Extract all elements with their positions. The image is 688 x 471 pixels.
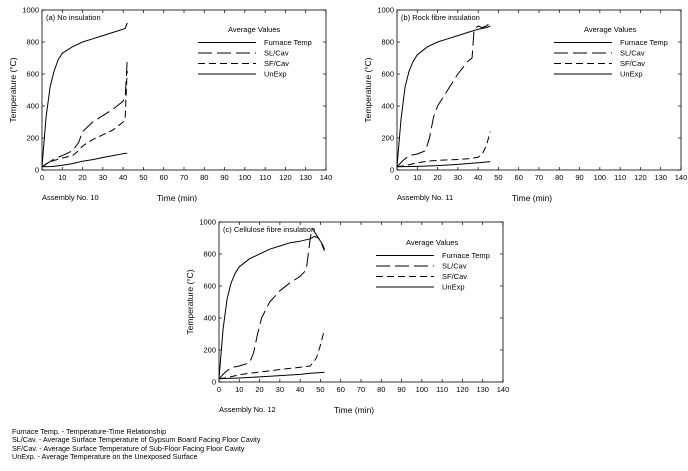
x-tick-label: 0 (394, 173, 400, 182)
panel-label: (a) No insulation (46, 13, 101, 22)
x-tick-label: 130 (476, 385, 489, 394)
note-line: Furnace Temp. - Temperature-Time Relationship (12, 427, 167, 436)
x-tick-label: 100 (415, 385, 429, 394)
y-tick-label: 0 (211, 377, 216, 387)
plot-frame (42, 10, 326, 170)
legend-label: SL/Cav (264, 48, 289, 58)
x-tick-label: 100 (593, 173, 607, 182)
y-tick-label: 0 (389, 165, 394, 175)
x-tick-label: 90 (397, 385, 406, 394)
x-tick-label: 30 (98, 173, 108, 182)
x-tick-label: 140 (674, 173, 688, 182)
x-tick-label: 120 (456, 385, 469, 394)
series-line (397, 26, 490, 167)
x-tick-label: 40 (295, 385, 305, 394)
x-axis-label: Time (min) (511, 193, 553, 203)
x-tick-label: 50 (139, 173, 148, 182)
x-tick-label: 20 (78, 173, 87, 182)
x-axis-label: Time (min) (333, 405, 375, 415)
y-tick-label: 400 (203, 313, 216, 323)
plot-frame (397, 10, 681, 170)
legend-label: Furnace Temp (620, 38, 668, 47)
panel-label: (b) Rock fibre insulation (401, 13, 480, 22)
y-tick-label: 400 (381, 101, 394, 111)
x-tick-label: 110 (259, 173, 272, 182)
series-line (397, 23, 490, 167)
series-line (42, 60, 127, 167)
y-axis-label: Temperature (°C) (185, 269, 195, 335)
y-axis-label: Temperature (°C) (8, 57, 18, 123)
x-tick-label: 0 (39, 173, 45, 182)
legend-label: SL/Cav (442, 261, 467, 271)
x-tick-label: 80 (377, 385, 386, 394)
x-tick-label: 90 (220, 173, 229, 182)
x-tick-label: 70 (356, 385, 366, 394)
x-tick-label: 80 (200, 173, 209, 182)
chart-panel (185, 218, 509, 416)
x-tick-label: 80 (555, 173, 564, 182)
assembly-label: Assembly No. 12 (219, 405, 276, 414)
assembly-label: Assembly No. 11 (397, 193, 454, 202)
legend-title: Average Values (584, 25, 637, 34)
x-tick-label: 60 (514, 173, 523, 182)
x-tick-label: 140 (496, 385, 510, 394)
x-tick-label: 40 (473, 173, 483, 182)
x-tick-label: 20 (433, 173, 442, 182)
x-tick-label: 60 (336, 385, 345, 394)
series-line (42, 71, 127, 167)
x-tick-label: 90 (575, 173, 584, 182)
x-tick-label: 110 (436, 385, 449, 394)
legend-label: SF/Cav (620, 59, 646, 68)
series-line (397, 132, 490, 167)
x-tick-label: 60 (159, 173, 168, 182)
y-tick-label: 400 (26, 101, 39, 111)
y-tick-label: 0 (34, 165, 39, 175)
legend-label: SL/Cav (620, 48, 645, 58)
legend-label: SF/Cav (442, 272, 468, 281)
y-tick-label: 200 (203, 345, 216, 355)
y-tick-label: 1000 (377, 5, 394, 15)
y-tick-label: 200 (381, 133, 394, 143)
y-tick-label: 600 (26, 69, 39, 79)
legend-label: UnExp (442, 282, 465, 292)
y-tick-label: 800 (381, 37, 394, 47)
y-axis-label: Temperature (°C) (363, 57, 373, 123)
x-tick-label: 110 (614, 173, 627, 182)
chart-panel (8, 6, 332, 204)
y-tick-label: 800 (26, 37, 39, 47)
y-tick-label: 1000 (22, 5, 39, 15)
x-tick-label: 0 (216, 385, 222, 394)
y-tick-label: 800 (203, 249, 216, 259)
note-line: UnExp. - Average Temperature on the Unexposed Surface (12, 452, 198, 462)
x-axis-label: Time (min) (156, 193, 198, 203)
x-tick-label: 30 (275, 385, 285, 394)
x-tick-label: 30 (453, 173, 463, 182)
y-tick-label: 200 (26, 133, 39, 143)
y-tick-label: 1000 (199, 217, 216, 227)
x-tick-label: 10 (235, 385, 244, 394)
x-tick-label: 130 (299, 173, 312, 182)
legend-label: Furnace Temp (264, 38, 312, 47)
panel-label: (c) Cellulose fibre insulation (223, 225, 316, 234)
x-tick-label: 100 (238, 173, 252, 182)
series-line (219, 228, 324, 378)
series-line (219, 329, 324, 379)
x-tick-label: 120 (634, 173, 647, 182)
legend-label: UnExp (620, 69, 643, 79)
x-tick-label: 10 (58, 173, 67, 182)
x-tick-label: 20 (255, 385, 264, 394)
abbreviation-notes (12, 428, 260, 462)
x-tick-label: 40 (118, 173, 128, 182)
legend-label: SF/Cav (264, 59, 290, 68)
x-tick-label: 130 (654, 173, 667, 182)
legend-label: UnExp (264, 69, 287, 79)
x-tick-label: 120 (279, 173, 292, 182)
legend-title: Average Values (406, 238, 459, 247)
x-tick-label: 70 (179, 173, 189, 182)
legend-label: Furnace Temp (442, 251, 490, 260)
x-tick-label: 50 (316, 385, 325, 394)
plot-frame (219, 222, 503, 382)
note-line: SF/Cav. - Average Surface Temperature of Sub-Floor Facing Floor Cavity (12, 443, 245, 453)
y-tick-label: 600 (381, 69, 394, 79)
series-line (219, 236, 324, 378)
x-tick-label: 140 (319, 173, 333, 182)
y-tick-label: 600 (203, 281, 216, 291)
note-line: SL/Cav. - Average Surface Temperature of Gypsum Board Facing Floor Cavity (12, 435, 261, 445)
x-tick-label: 50 (494, 173, 503, 182)
legend-title: Average Values (228, 25, 281, 34)
x-tick-label: 10 (413, 173, 422, 182)
chart-panel (363, 6, 687, 204)
assembly-label: Assembly No. 10 (42, 193, 99, 202)
x-tick-label: 70 (534, 173, 544, 182)
